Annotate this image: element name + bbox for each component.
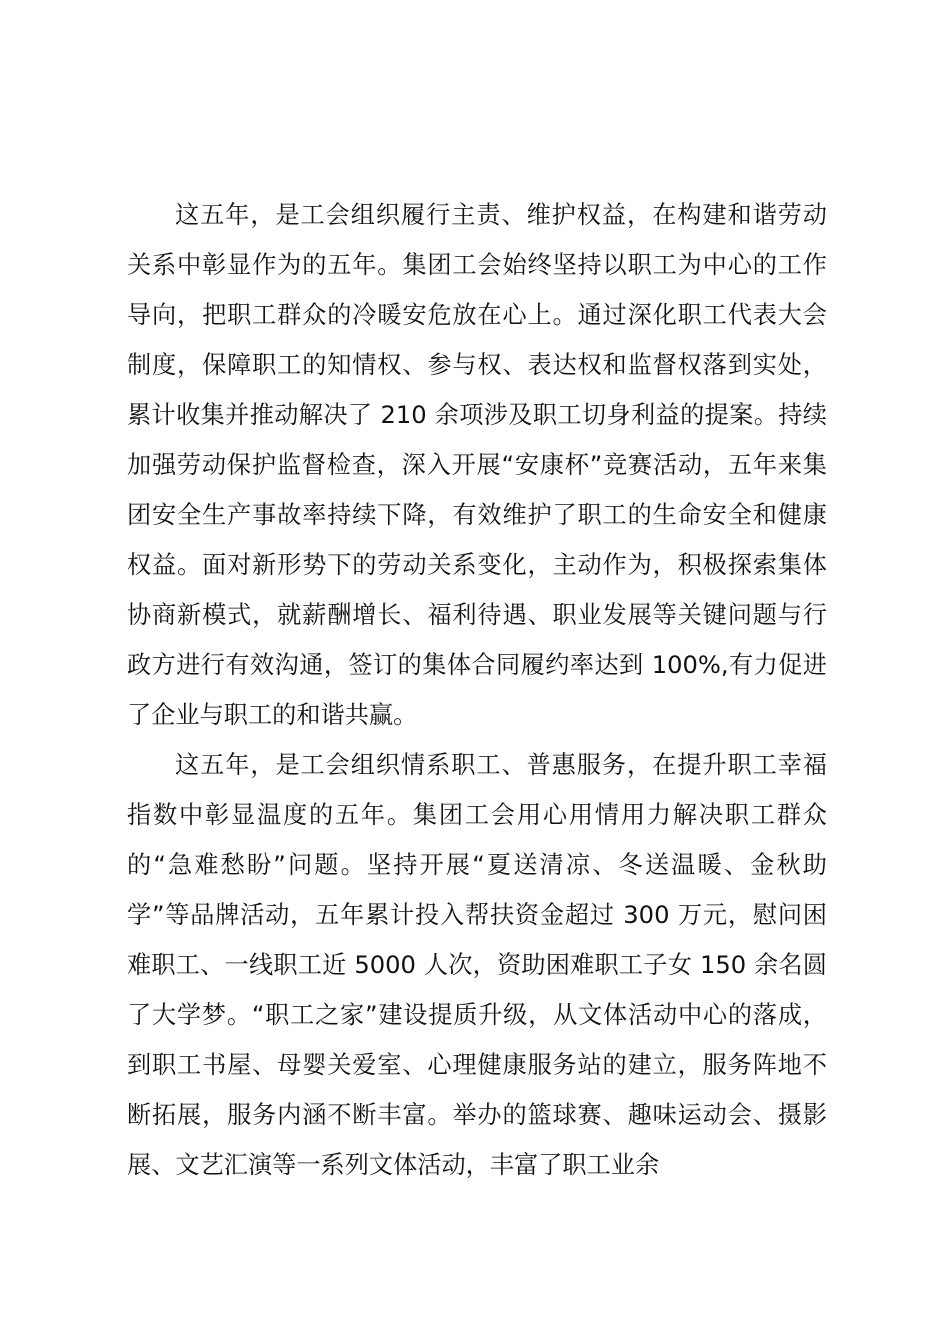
document-body [127, 190, 827, 1190]
paragraph-labor-relations: 这五年，是工会组织履行主责、维护权益，在构建和谐劳动关系中彰显作为的五年。集团工会始终坚持以职工为中心的工作导向，把职工群众的冷暖安危放在心上。通过深化职工代表大会制度，保障职工的知情权、参与权、表达权和监督权落到实处，累计收集并推动解决了 210 余项涉及职工切身利益的提案。持续加强劳动保护监督检查，深入开展“安康杯”竞赛活动，五年来集团安全生产事故率持续下降，有效维护了职工的生命安全和健康权益。面对新形势下的劳动关系变化，主动作为，积极探索集体协商新模式，就薪酬增长、福利待遇、职业发展等关键问题与行政方进行有效沟通，签订的集体合同履约率达到 100%,有力促进了企业与职工的和谐共赢。 [127, 201, 827, 729]
paragraph-employee-services: 这五年，是工会组织情系职工、普惠服务，在提升职工幸福指数中彰显温度的五年。集团工会用心用情用力解决职工群众的“急难愁盼”问题。坚持开展“夏送清凉、冬送温暖、金秋助学”等品牌活动，五年累计投入帮扶资金超过 300 万元，慰问困难职工、一线职工近 5000 人次，资助困难职工子女 150 余名圆了大学梦。“职工之家”建设提质升级，从文体活动中心的落成，到职工书屋、母婴关爱室、心理健康服务站的建立，服务阵地不断拓展，服务内涵不断丰富。举办的篮球赛、趣味运动会、摄影展、文艺汇演等一系列文体活动，丰富了职工业余 [127, 751, 827, 1179]
